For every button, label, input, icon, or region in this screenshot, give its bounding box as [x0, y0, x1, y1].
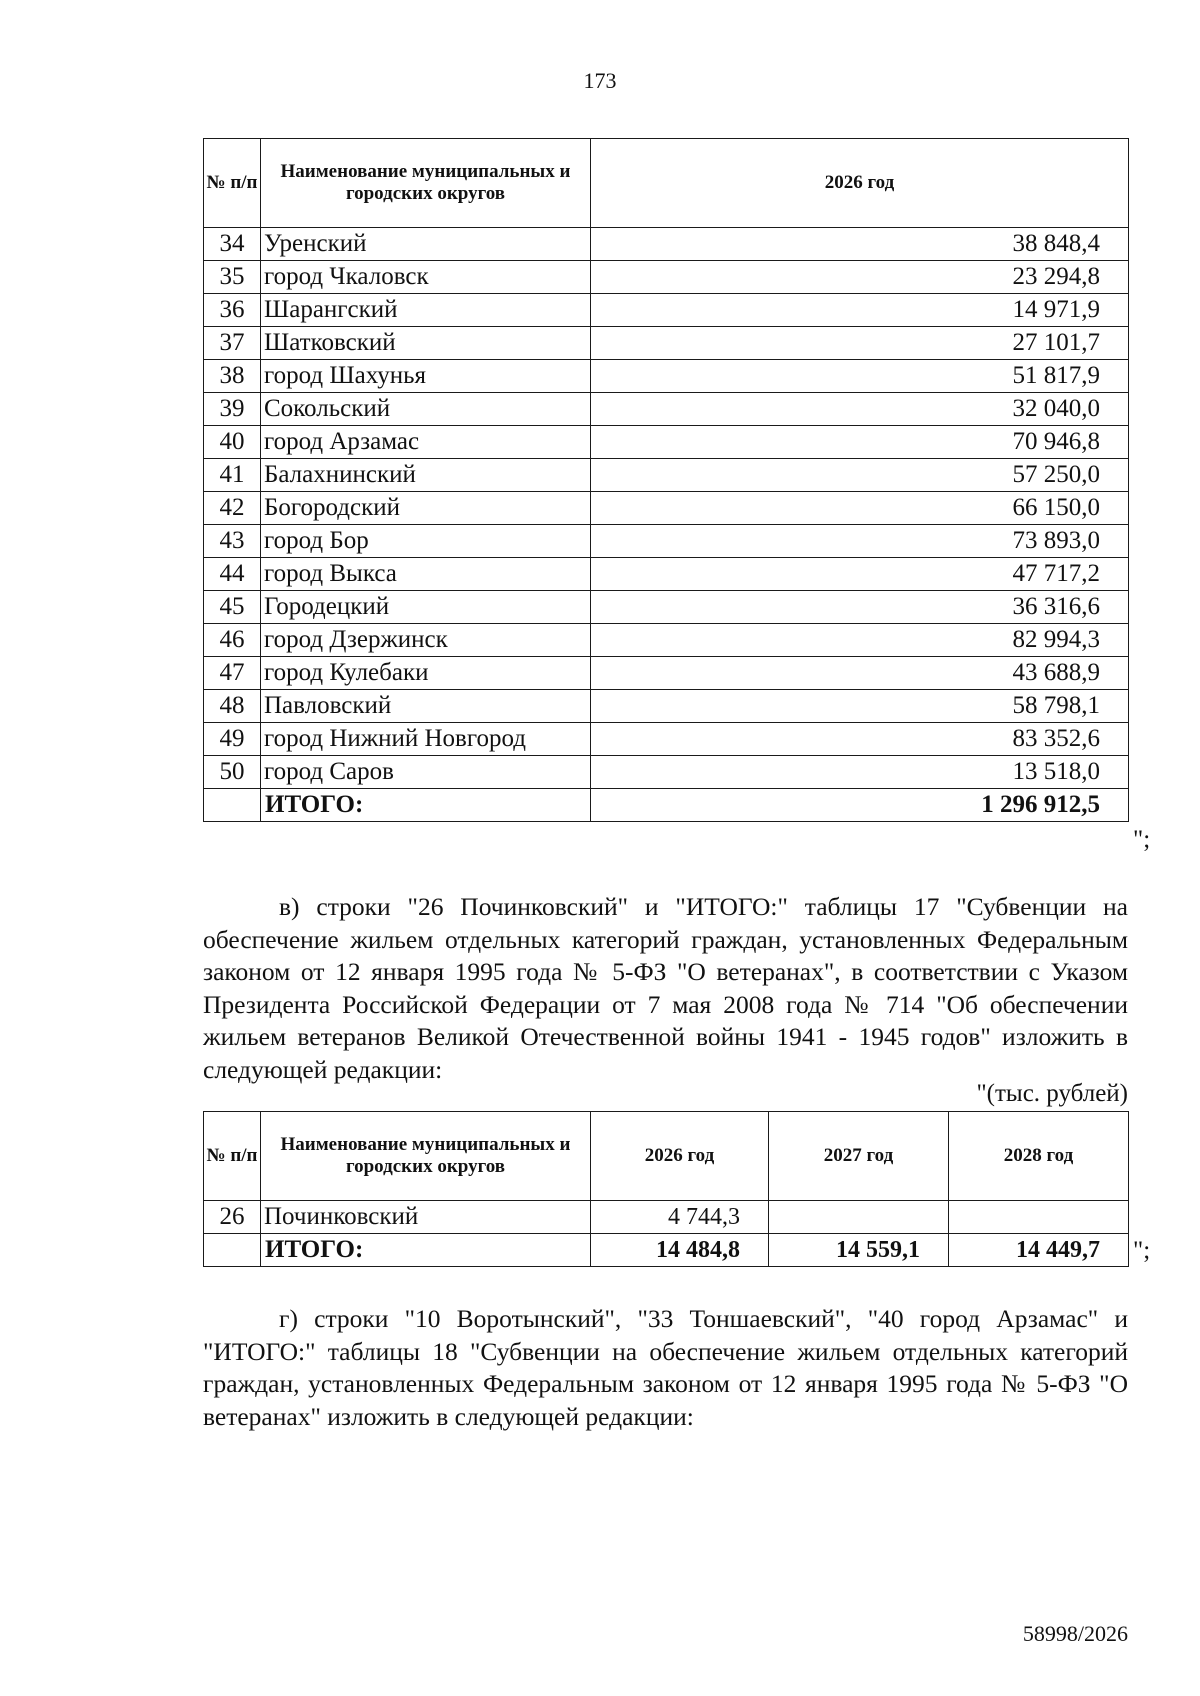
total-value-2026: 14 484,8 [591, 1234, 769, 1267]
row-name: город Бор [261, 525, 591, 558]
row-number: 26 [204, 1201, 261, 1234]
table-row [204, 294, 1129, 327]
row-value: 82 994,3 [591, 624, 1129, 657]
closing-quote: "; [1133, 826, 1151, 853]
row-number: 37 [204, 327, 261, 360]
row-number: 38 [204, 360, 261, 393]
row-value: 83 352,6 [591, 723, 1129, 756]
row-value: 27 101,7 [591, 327, 1129, 360]
row-name: город Арзамас [261, 426, 591, 459]
row-value: 43 688,9 [591, 657, 1129, 690]
table-row [204, 1201, 1129, 1234]
total-value-2028: 14 449,7 [949, 1234, 1129, 1267]
paragraph-g: г) строки "10 Воротынский", "33 Тоншаевский", "40 город Арзамас" и "ИТОГО:" таблицы 18 "Субвенции на обеспечение жильем отдельных категорий граждан, установленных Федеральным законом от 12 января 1995 года № 5-ФЗ "О ветеранах" изложить в следующей редакции: [203, 1304, 1128, 1431]
row-value: 14 971,9 [591, 294, 1129, 327]
total-number-cell [204, 1234, 261, 1267]
table-header-row [204, 1112, 1129, 1201]
document-code: 58998/2026 [1022, 1621, 1128, 1646]
row-value: 73 893,0 [591, 525, 1129, 558]
row-value: 23 294,8 [591, 261, 1129, 294]
table-row [204, 426, 1129, 459]
row-name: город Саров [261, 756, 591, 789]
row-name: город Кулебаки [261, 657, 591, 690]
table-row [204, 393, 1129, 426]
table-row [204, 525, 1129, 558]
table-row [204, 558, 1129, 591]
row-number: 40 [204, 426, 261, 459]
row-name: Богородский [261, 492, 591, 525]
row-number: 49 [204, 723, 261, 756]
row-name: Шатковский [261, 327, 591, 360]
table-row [204, 459, 1129, 492]
total-number-cell [204, 789, 261, 822]
row-name: город Чкаловск [261, 261, 591, 294]
row-name: Починковский [261, 1201, 591, 1234]
row-number: 39 [204, 393, 261, 426]
row-name: Павловский [261, 690, 591, 723]
row-value: 58 798,1 [591, 690, 1129, 723]
row-value: 47 717,2 [591, 558, 1129, 591]
row-number: 43 [204, 525, 261, 558]
subvention-table-17 [203, 1111, 1129, 1267]
column-header-2026: 2026 год [591, 1112, 769, 1201]
row-value-2027 [769, 1201, 949, 1234]
row-number: 41 [204, 459, 261, 492]
column-header-name: Наименование муниципальных и городских округов [261, 1112, 591, 1201]
row-value: 36 316,6 [591, 591, 1129, 624]
table-row [204, 228, 1129, 261]
row-value: 38 848,4 [591, 228, 1129, 261]
column-header-name: Наименование муниципальных и городских округов [261, 139, 591, 228]
column-header-2028: 2028 год [949, 1112, 1129, 1201]
row-name: город Шахунья [261, 360, 591, 393]
row-number: 35 [204, 261, 261, 294]
row-value: 66 150,0 [591, 492, 1129, 525]
row-name: город Выкса [261, 558, 591, 591]
table-row [204, 690, 1129, 723]
row-name: город Нижний Новгород [261, 723, 591, 756]
table-header-row [204, 139, 1129, 228]
table-row [204, 657, 1129, 690]
column-header-2027: 2027 год [769, 1112, 949, 1201]
table-row [204, 327, 1129, 360]
row-number: 50 [204, 756, 261, 789]
table-row [204, 591, 1129, 624]
row-name: Шарангский [261, 294, 591, 327]
row-number: 45 [204, 591, 261, 624]
table-row [204, 756, 1129, 789]
unit-label: "(тыс. рублей) [976, 1080, 1128, 1107]
closing-quote: "; [1133, 1237, 1151, 1264]
row-name: город Дзержинск [261, 624, 591, 657]
row-value: 32 040,0 [591, 393, 1129, 426]
row-number: 47 [204, 657, 261, 690]
row-name: Уренский [261, 228, 591, 261]
column-header-number: № п/п [204, 139, 261, 228]
total-row [204, 789, 1129, 822]
column-header-number: № п/п [204, 1112, 261, 1201]
row-value: 70 946,8 [591, 426, 1129, 459]
row-name: Сокольский [261, 393, 591, 426]
table-row [204, 624, 1129, 657]
total-label: ИТОГО: [261, 1234, 591, 1267]
total-value: 1 296 912,5 [591, 789, 1129, 822]
row-value-2026: 4 744,3 [591, 1201, 769, 1234]
row-name: Городецкий [261, 591, 591, 624]
table-body [204, 228, 1129, 789]
row-number: 48 [204, 690, 261, 723]
total-value-2027: 14 559,1 [769, 1234, 949, 1267]
row-number: 34 [204, 228, 261, 261]
row-number: 36 [204, 294, 261, 327]
row-number: 42 [204, 492, 261, 525]
total-row [204, 1234, 1129, 1267]
row-name: Балахнинский [261, 459, 591, 492]
paragraph-v: в) строки "26 Починковский" и "ИТОГО:" таблицы 17 "Субвенции на обеспечение жильем отдельных категорий граждан, установленных Федеральным законом от 12 января 1995 года № 5-ФЗ "О ветеранах", в соответствии с Указом Президента Российской Федерации от 7 мая 2008 года № 714 "Об обеспечении жильем ветеранов Великой Отечественной войны 1941 - 1945 годов" изложить в следующей редакции: [203, 892, 1128, 1084]
table-row [204, 261, 1129, 294]
row-value-2028 [949, 1201, 1129, 1234]
table-row [204, 723, 1129, 756]
row-number: 44 [204, 558, 261, 591]
table-row [204, 360, 1129, 393]
row-value: 51 817,9 [591, 360, 1129, 393]
total-label: ИТОГО: [261, 789, 591, 822]
row-number: 46 [204, 624, 261, 657]
subvention-table-2026 [203, 138, 1129, 822]
page-number: 173 [583, 68, 617, 93]
column-header-2026: 2026 год [591, 139, 1129, 228]
row-value: 57 250,0 [591, 459, 1129, 492]
table-row [204, 492, 1129, 525]
row-value: 13 518,0 [591, 756, 1129, 789]
